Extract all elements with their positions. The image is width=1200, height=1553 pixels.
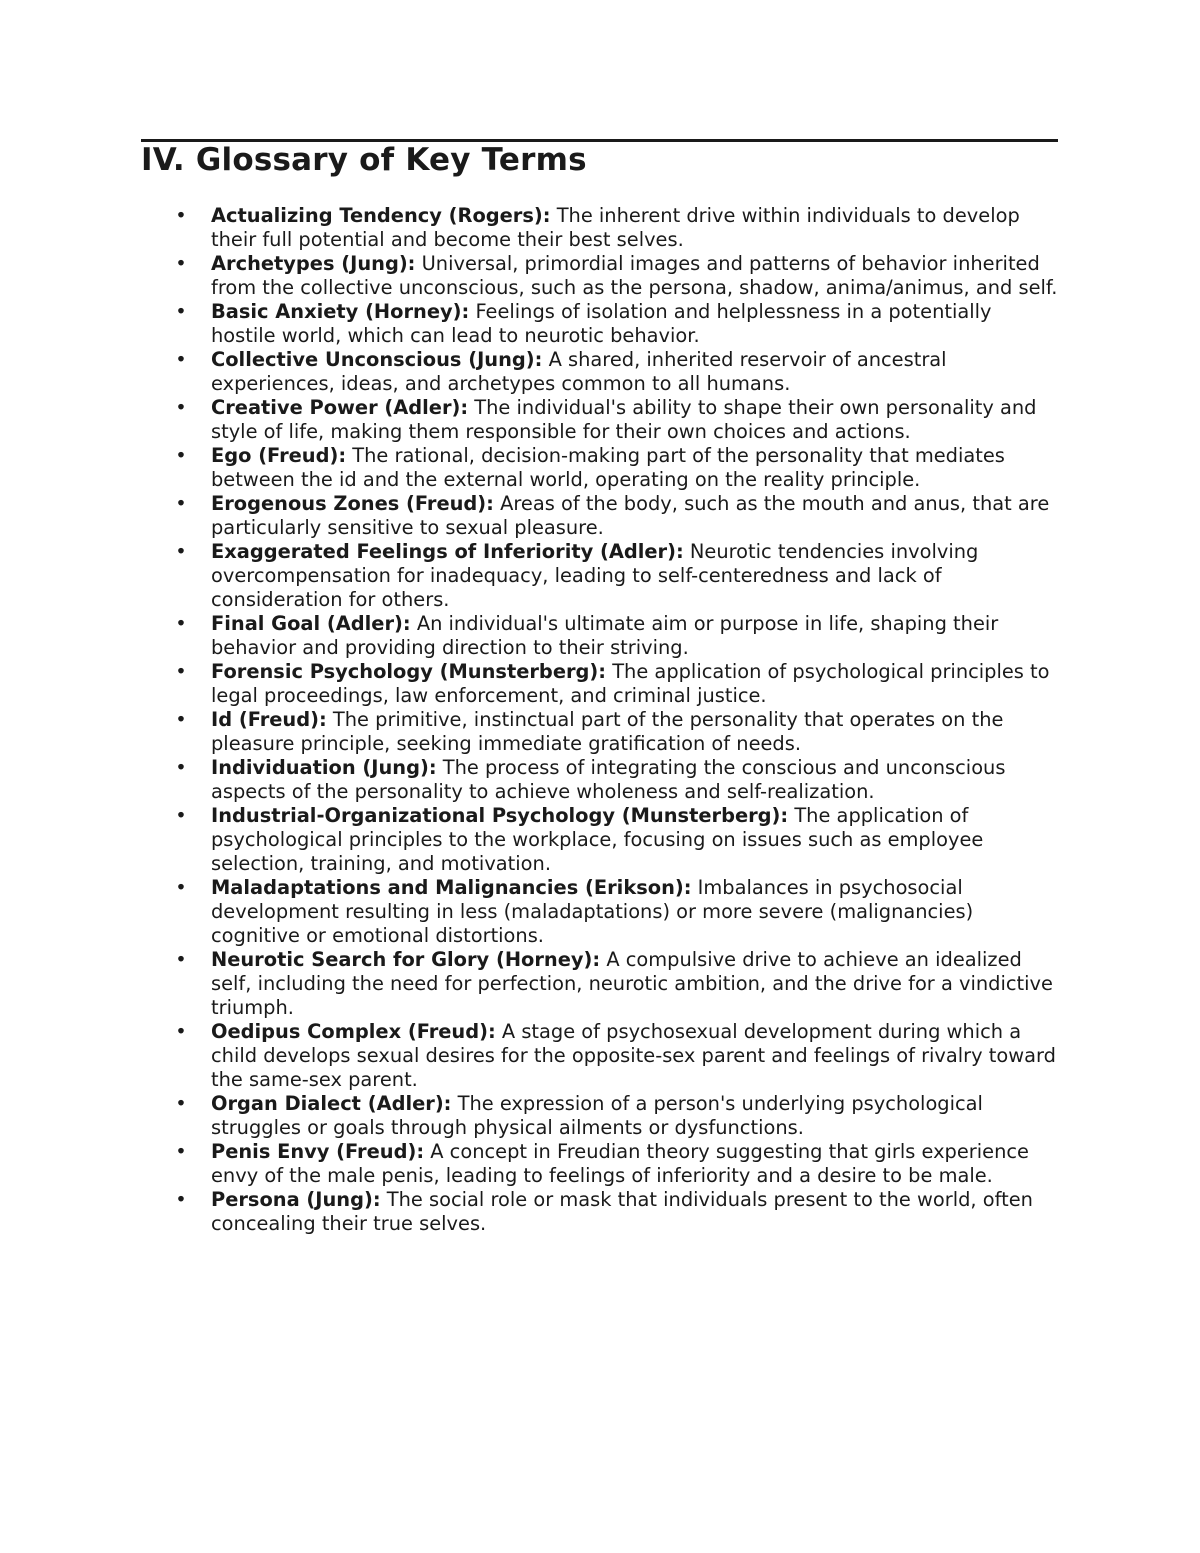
bullet-icon: • [175, 1020, 187, 1043]
list-item [175, 252, 1061, 300]
glossary-term: Actualizing Tendency (Rogers): [211, 204, 551, 227]
glossary-definition: The individual's ability to shape their own personality and style of life, making them responsible for their own choices and actions. [211, 396, 1037, 443]
glossary-term: Individuation (Jung): [211, 756, 437, 779]
glossary-definition: The process of integrating the conscious and unconscious aspects of the personality to achieve wholeness and self-realization. [211, 756, 1006, 803]
glossary-definition: The application of psychological principles to the workplace, focusing on issues such as employee selection, training, and motivation. [211, 804, 984, 875]
bullet-icon: • [175, 756, 187, 779]
list-item [175, 204, 1061, 252]
list-item [175, 1092, 1061, 1140]
bullet-icon: • [175, 708, 187, 731]
glossary-definition: A shared, inherited reservoir of ancestral experiences, ideas, and archetypes common to all humans. [211, 348, 947, 395]
glossary-definition: Imbalances in psychosocial development resulting in less (maladaptations) or more severe (malignancies) cognitive or emotional distortions. [211, 876, 974, 947]
bullet-icon: • [175, 492, 187, 515]
bullet-icon: • [175, 444, 187, 467]
glossary-term: Neurotic Search for Glory (Horney): [211, 948, 601, 971]
glossary-definition: The primitive, instinctual part of the personality that operates on the pleasure principle, seeking immediate gratification of needs. [211, 708, 1004, 755]
glossary-definition: A compulsive drive to achieve an idealized self, including the need for perfection, neurotic ambition, and the drive for a vindictive triumph. [211, 948, 1053, 1019]
list-item [175, 444, 1061, 492]
list-item [175, 804, 1061, 876]
glossary-term: Basic Anxiety (Horney): [211, 300, 470, 323]
glossary-definition: A concept in Freudian theory suggesting that girls experience envy of the male penis, leading to feelings of inferiority and a desire to be male. [211, 1140, 1029, 1187]
glossary-definition: The inherent drive within individuals to develop their full potential and become their best selves. [211, 204, 1020, 251]
bullet-icon: • [175, 204, 187, 227]
glossary-term: Exaggerated Feelings of Inferiority (Adler): [211, 540, 684, 563]
glossary-definition: The rational, decision-making part of the personality that mediates between the id and the external world, operating on the reality principle. [211, 444, 1005, 491]
list-item [175, 300, 1061, 348]
glossary-list [175, 204, 1061, 1236]
glossary-term: Creative Power (Adler): [211, 396, 469, 419]
bullet-icon: • [175, 540, 187, 563]
bullet-icon: • [175, 948, 187, 971]
glossary-term: Ego (Freud): [211, 444, 347, 467]
bullet-icon: • [175, 348, 187, 371]
glossary-definition: Neurotic tendencies involving overcompensation for inadequacy, leading to self-centeredness and lack of consideration for others. [211, 540, 979, 611]
glossary-term: Final Goal (Adler): [211, 612, 411, 635]
glossary-definition: The social role or mask that individuals present to the world, often concealing their true selves. [211, 1188, 1033, 1235]
glossary-term: Forensic Psychology (Munsterberg): [211, 660, 607, 683]
list-item [175, 612, 1061, 660]
list-item [175, 1188, 1061, 1236]
glossary-term: Industrial-Organizational Psychology (Munsterberg): [211, 804, 789, 827]
bullet-icon: • [175, 396, 187, 419]
bullet-icon: • [175, 1188, 187, 1211]
glossary-term: Id (Freud): [211, 708, 327, 731]
bullet-icon: • [175, 804, 187, 827]
list-item [175, 876, 1061, 948]
list-item [175, 756, 1061, 804]
list-item [175, 948, 1061, 1020]
bullet-icon: • [175, 1092, 187, 1115]
list-item [175, 1140, 1061, 1188]
list-item [175, 348, 1061, 396]
list-item [175, 540, 1061, 612]
glossary-definition: The expression of a person's underlying psychological struggles or goals through physical ailments or dysfunctions. [211, 1092, 983, 1139]
glossary-term: Organ Dialect (Adler): [211, 1092, 452, 1115]
glossary-term: Maladaptations and Malignancies (Erikson): [211, 876, 692, 899]
glossary-term: Oedipus Complex (Freud): [211, 1020, 496, 1043]
list-item [175, 492, 1061, 540]
glossary-term: Penis Envy (Freud): [211, 1140, 425, 1163]
glossary-definition: The application of psychological principles to legal proceedings, law enforcement, and criminal justice. [211, 660, 1050, 707]
glossary-definition: Universal, primordial images and patterns of behavior inherited from the collective unconscious, such as the persona, shadow, anima/animus, and self. [211, 252, 1058, 299]
glossary-term: Erogenous Zones (Freud): [211, 492, 494, 515]
list-item [175, 660, 1061, 708]
glossary-term: Collective Unconscious (Jung): [211, 348, 543, 371]
bullet-icon: • [175, 300, 187, 323]
glossary-definition: A stage of psychosexual development during which a child develops sexual desires for the opposite-sex parent and feelings of rivalry toward the same-sex parent. [211, 1020, 1056, 1091]
list-item [175, 396, 1061, 444]
glossary-term: Persona (Jung): [211, 1188, 381, 1211]
bullet-icon: • [175, 660, 187, 683]
bullet-icon: • [175, 1140, 187, 1163]
glossary-term: Archetypes (Jung): [211, 252, 416, 275]
list-item [175, 708, 1061, 756]
glossary-definition: Feelings of isolation and helplessness in a potentially hostile world, which can lead to neurotic behavior. [211, 300, 992, 347]
glossary-definition: Areas of the body, such as the mouth and anus, that are particularly sensitive to sexual pleasure. [211, 492, 1050, 539]
page-title: IV. Glossary of Key Terms [141, 142, 587, 178]
list-item [175, 1020, 1061, 1092]
bullet-icon: • [175, 876, 187, 899]
glossary-definition: An individual's ultimate aim or purpose in life, shaping their behavior and providing direction to their striving. [211, 612, 999, 659]
bullet-icon: • [175, 612, 187, 635]
bullet-icon: • [175, 252, 187, 275]
